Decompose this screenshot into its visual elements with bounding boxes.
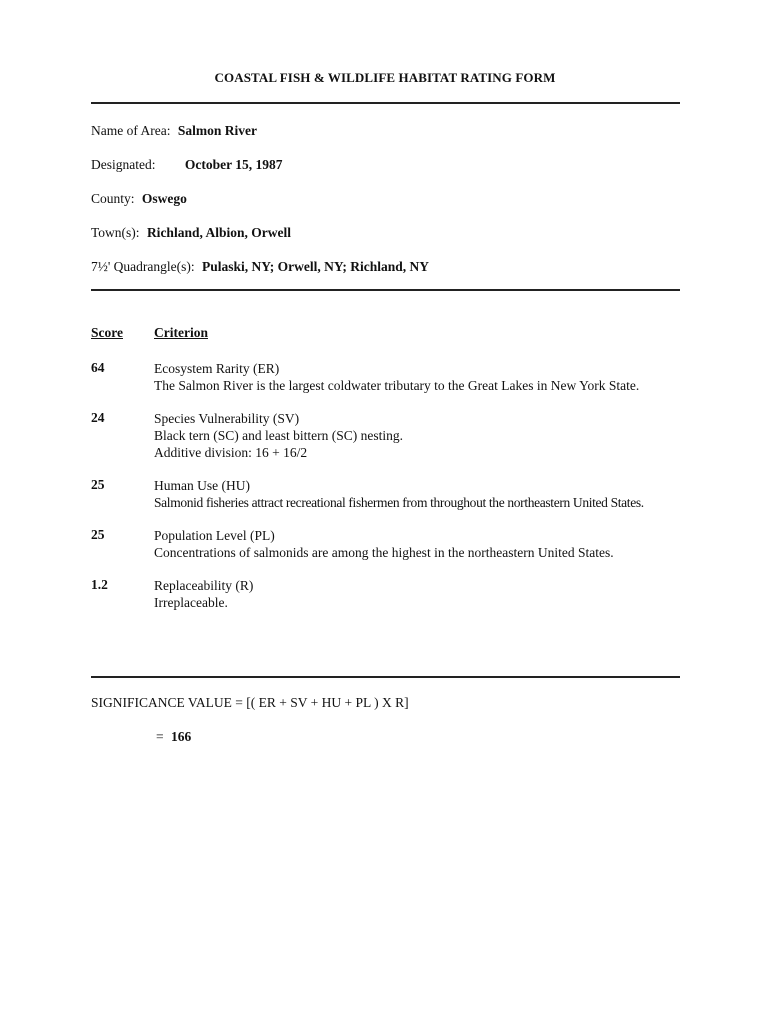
criterion-r-description: Irreplaceable. bbox=[154, 595, 228, 610]
criterion-r bbox=[154, 577, 684, 611]
header-divider bbox=[91, 289, 680, 291]
criterion-hu-title: Human Use (HU) bbox=[154, 478, 250, 493]
score-column-header: Score bbox=[91, 325, 123, 340]
county-label: County: bbox=[91, 191, 135, 206]
score-sv: 24 bbox=[91, 410, 105, 425]
score-er: 64 bbox=[91, 360, 105, 375]
towns-value: Richland, Albion, Orwell bbox=[146, 225, 291, 240]
criterion-column-header: Criterion bbox=[154, 325, 208, 340]
significance-result bbox=[156, 729, 191, 745]
criterion-r-title: Replaceability (R) bbox=[154, 578, 254, 593]
towns-row bbox=[91, 225, 291, 241]
criterion-er-description: The Salmon River is the largest coldwater tributary to the Great Lakes in New York State. bbox=[154, 378, 640, 393]
score-hu: 25 bbox=[91, 477, 105, 492]
designated-label: Designated: bbox=[91, 157, 156, 172]
score-pl: 25 bbox=[91, 527, 105, 542]
criterion-sv-description: Black tern (SC) and least bittern (SC) nesting. bbox=[154, 428, 403, 443]
towns-label: Town(s): bbox=[91, 225, 140, 240]
significance-value: 166 bbox=[171, 729, 192, 744]
criterion-sv bbox=[154, 410, 684, 461]
designated-row bbox=[91, 157, 282, 173]
criterion-er-title: Ecosystem Rarity (ER) bbox=[154, 361, 280, 376]
bottom-divider bbox=[91, 676, 680, 678]
quadrangles-label: 7½' Quadrangle(s): bbox=[91, 259, 195, 274]
county-row bbox=[91, 191, 187, 207]
name-of-area-row bbox=[91, 123, 257, 139]
designated-value: October 15, 1987 bbox=[184, 157, 283, 172]
quadrangles-row bbox=[91, 259, 429, 275]
name-of-area-label: Name of Area: bbox=[91, 123, 171, 138]
criterion-hu bbox=[154, 477, 684, 511]
name-of-area-value: Salmon River bbox=[177, 123, 257, 138]
criterion-pl-title: Population Level (PL) bbox=[154, 528, 275, 543]
criterion-sv-note: Additive division: 16 + 16/2 bbox=[154, 445, 308, 460]
form-title: COASTAL FISH & WILDLIFE HABITAT RATING FORM bbox=[214, 70, 556, 85]
score-r: 1.2 bbox=[91, 577, 108, 592]
top-divider bbox=[91, 102, 680, 104]
criterion-sv-title: Species Vulnerability (SV) bbox=[154, 411, 300, 426]
criterion-er bbox=[154, 360, 684, 394]
significance-formula: SIGNIFICANCE VALUE = [( ER + SV + HU + PL ) X R] bbox=[91, 695, 409, 710]
criterion-pl-description: Concentrations of salmonids are among the highest in the northeastern United States. bbox=[154, 545, 614, 560]
significance-equals: = bbox=[156, 729, 164, 744]
criterion-hu-description: Salmonid fisheries attract recreational fishermen from throughout the northeastern United States. bbox=[154, 495, 644, 510]
quadrangles-value: Pulaski, NY; Orwell, NY; Richland, NY bbox=[202, 259, 430, 274]
county-value: Oswego bbox=[141, 191, 187, 206]
criterion-pl bbox=[154, 527, 684, 561]
